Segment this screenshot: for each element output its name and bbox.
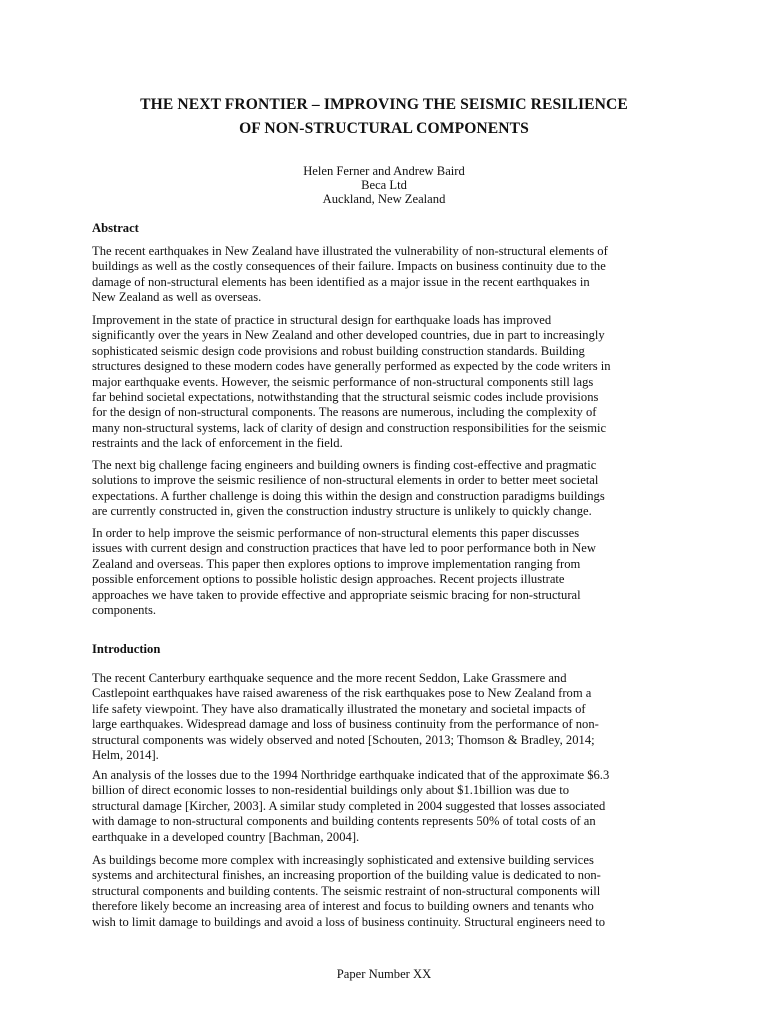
text-line: wish to limit damage to buildings and avoid a loss of business continuity. Structural engineers need to bbox=[92, 914, 605, 929]
abstract-paragraph-2 bbox=[92, 313, 692, 452]
text-line: The recent Canterbury earthquake sequence and the more recent Seddon, Lake Grassmere and bbox=[92, 671, 567, 685]
text-line: are currently constructed in, given the construction industry structure is unlikely to quickly change. bbox=[92, 504, 592, 519]
text-line: As buildings become more complex with increasingly sophisticated and extensive building services bbox=[92, 853, 594, 867]
paper-title bbox=[60, 93, 708, 141]
text-line: The recent earthquakes in New Zealand have illustrated the vulnerability of non-structural elements of bbox=[92, 244, 608, 258]
abstract-paragraph-4 bbox=[92, 526, 692, 618]
text-line: approaches we have taken to provide effective and appropriate seismic bracing for non-structural bbox=[92, 587, 581, 602]
author-names: Helen Ferner and Andrew Baird bbox=[303, 164, 465, 178]
text-line: life safety viewpoint. They have also dramatically illustrated the monetary and societal impacts of bbox=[92, 701, 586, 716]
author-affiliation: Beca Ltd bbox=[361, 178, 407, 193]
text-line: Castlepoint earthquakes have raised awareness of the risk earthquakes pose to New Zealand from a bbox=[92, 686, 592, 701]
text-line: systems and architectural finishes, an increasing proportion of the building value is dedicated to non- bbox=[92, 868, 601, 883]
abstract-heading: Abstract bbox=[92, 221, 139, 235]
text-line: restraints and the lack of enforcement in the field. bbox=[92, 436, 343, 451]
text-line: An analysis of the losses due to the 1994 Northridge earthquake indicated that of the approximate $6.3 bbox=[92, 768, 610, 782]
abstract-paragraph-1 bbox=[92, 244, 692, 306]
text-line: therefore likely become an increasing area of interest and focus to building owners and tenants who bbox=[92, 899, 594, 914]
text-line: Zealand and overseas. This paper then explores options to improve implementation ranging from bbox=[92, 556, 581, 571]
text-line: damage of non-structural elements has been identified as a major issue in the recent earthquakes in bbox=[92, 274, 590, 289]
text-line: Helm, 2014]. bbox=[92, 747, 159, 762]
introduction-heading: Introduction bbox=[92, 642, 161, 656]
introduction-paragraph-3 bbox=[92, 853, 692, 930]
abstract-paragraph-3 bbox=[92, 458, 692, 520]
introduction-paragraph-1 bbox=[92, 671, 692, 763]
text-line: billion of direct economic losses to non-residential buildings only about $1.1billion was due to bbox=[92, 783, 570, 798]
text-line: many non-structural systems, lack of clarity of design and construction responsibilities for the seismic bbox=[92, 420, 607, 435]
text-line: earthquake in a developed country [Bachman, 2004]. bbox=[92, 829, 360, 844]
text-line: with damage to non-structural components and building contents represents 50% of total costs of an bbox=[92, 814, 596, 829]
author-location: Auckland, New Zealand bbox=[322, 192, 446, 207]
paper-number-footer: Paper Number XX bbox=[336, 967, 432, 981]
title-line: OF NON-STRUCTURAL COMPONENTS bbox=[239, 120, 529, 137]
introduction-paragraph-2 bbox=[92, 768, 692, 845]
text-line: solutions to improve the seismic resilience of non-structural elements in order to better meet societal bbox=[92, 473, 599, 488]
text-line: for the design of non-structural components. The reasons are numerous, including the complexity of bbox=[92, 405, 597, 420]
text-line: structural damage [Kircher, 2003]. A similar study completed in 2004 suggested that losses associated bbox=[92, 798, 606, 813]
text-line: far behind societal expectations, notwithstanding that the structural seismic codes include provisions bbox=[92, 389, 599, 404]
text-line: issues with current design and construction practices that have led to poor performance both in New bbox=[92, 541, 596, 556]
title-line: THE NEXT FRONTIER – IMPROVING THE SEISMIC RESILIENCE bbox=[140, 96, 628, 113]
text-line: major earthquake events. However, the seismic performance of non-structural components still lags bbox=[92, 374, 594, 389]
text-line: New Zealand as well as overseas. bbox=[92, 290, 262, 305]
text-line: components. bbox=[92, 602, 157, 617]
text-line: sophisticated seismic design code provisions and robust building construction standards. Building bbox=[92, 343, 585, 358]
text-line: structural components and building contents. The seismic restraint of non-structural components will bbox=[92, 883, 601, 898]
text-line: Improvement in the state of practice in structural design for earthquake loads has improved bbox=[92, 313, 552, 327]
text-line: significantly over the years in New Zealand and other developed countries, due in part to increasingly bbox=[92, 328, 605, 343]
text-line: structural components was widely observed and noted [Schouten, 2013; Thomson & Bradley, 2014; bbox=[92, 732, 595, 747]
text-line: large earthquakes. Widespread damage and loss of business continuity from the performance of non- bbox=[92, 717, 599, 732]
text-line: In order to help improve the seismic performance of non-structural elements this paper discusses bbox=[92, 526, 580, 540]
text-line: expectations. A further challenge is doing this within the design and construction paradigms buildings bbox=[92, 488, 605, 503]
author-block bbox=[60, 164, 708, 207]
text-line: The next big challenge facing engineers and building owners is finding cost-effective and pragmatic bbox=[92, 458, 597, 472]
text-line: buildings as well as the costly consequences of their failure. Impacts on business continuity due to the bbox=[92, 259, 606, 274]
text-line: structures designed to these modern codes have generally performed as expected by the code writers in bbox=[92, 359, 611, 374]
text-line: possible enforcement options to possible holistic design approaches. Recent projects illustrate bbox=[92, 572, 565, 587]
